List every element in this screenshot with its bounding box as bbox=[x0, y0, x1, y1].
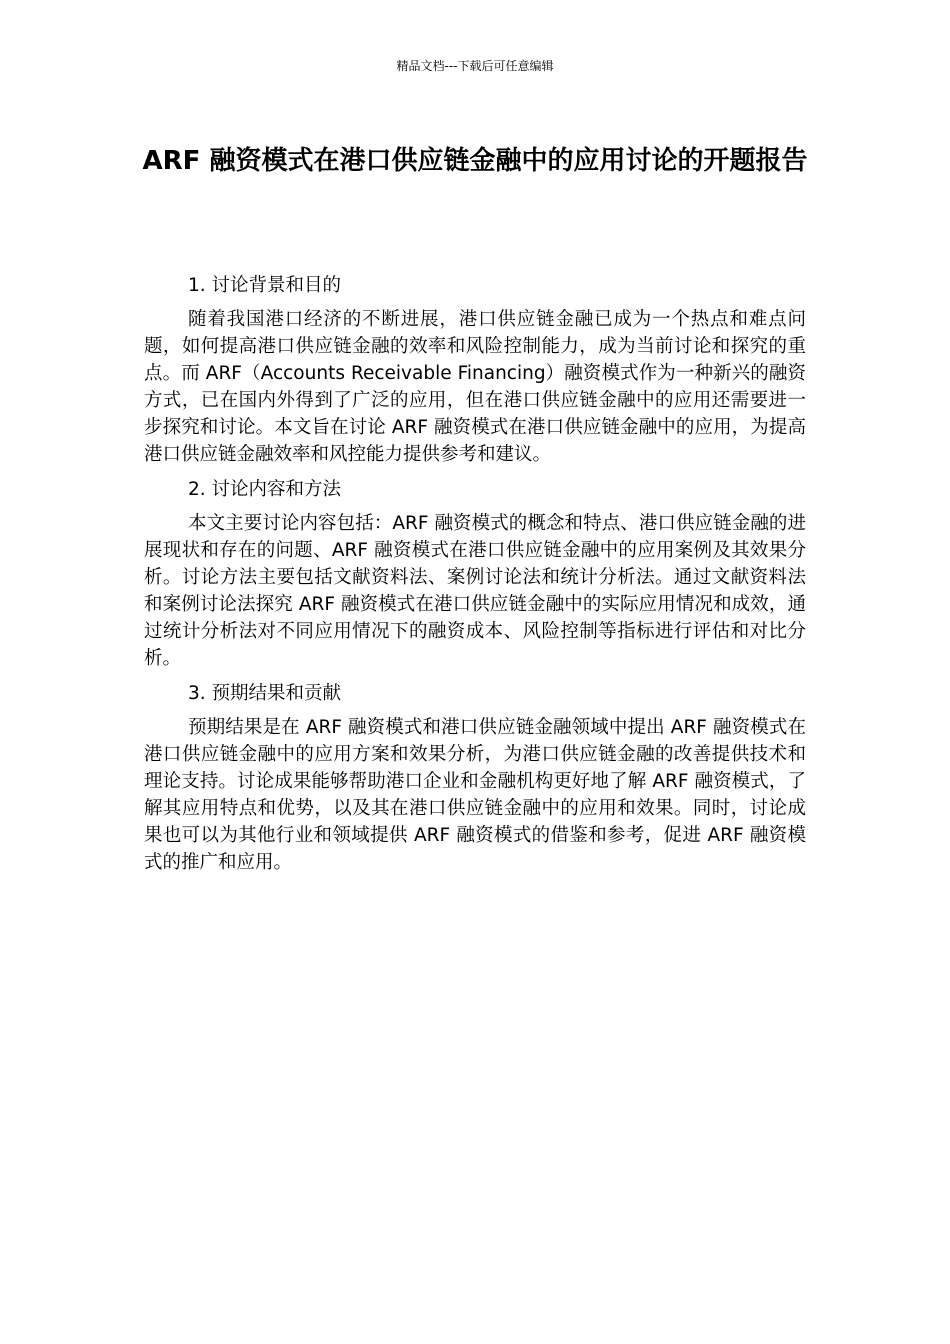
section-heading: 3. 预期结果和贡献 bbox=[188, 683, 342, 704]
document-title: ARF 融资模式在港口供应链金融中的应用讨论的开题报告 bbox=[142, 146, 808, 176]
document-body bbox=[144, 270, 806, 882]
header-note: 精品文档---下载后可任意编辑 bbox=[396, 59, 554, 73]
section-content-method bbox=[144, 474, 806, 672]
section-heading: 1. 讨论背景和目的 bbox=[188, 275, 342, 296]
section-paragraph: 随着我国港口经济的不断进展，港口供应链金融已成为一个热点和难点问题，如何提高港口供应链金融的效率和风险控制能力，成为当前讨论和探究的重点。而 ARF（Accounts Receivable Financing）融资模式作为一种新兴的融资方式，已在国内外得到了广泛的应用，但在港口供应链金融中的应用还需要进一步探究和讨论。本文旨在讨论 ARF 融资模式在港口供应链金融中的应用，为提高港口供应链金融效率和风控能力提供参考和建议。 bbox=[144, 309, 806, 465]
section-background bbox=[144, 270, 806, 468]
section-paragraph: 本文主要讨论内容包括：ARF 融资模式的概念和特点、港口供应链金融的进展现状和存在的问题、ARF 融资模式在港口供应链金融中的应用案例及其效果分析。讨论方法主要包括文献资料法、案例讨论法和统计分析法。通过文献资料法和案例讨论法探究 ARF 融资模式在港口供应链金融中的实际应用情况和成效，通过统计分析法对不同应用情况下的融资成本、风险控制等指标进行评估和对比分析。 bbox=[144, 513, 806, 669]
section-heading: 2. 讨论内容和方法 bbox=[188, 479, 342, 500]
section-paragraph: 预期结果是在 ARF 融资模式和港口供应链金融领域中提出 ARF 融资模式在港口供应链金融中的应用方案和效果分析，为港口供应链金融的改善提供技术和理论支持。讨论成果能够帮助港口企业和金融机构更好地了解 ARF 融资模式，了解其应用特点和优势，以及其在港口供应链金融中的应用和效果。同时，讨论成果也可以为其他行业和领域提供 ARF 融资模式的借鉴和参考，促进 ARF 融资模式的推广和应用。 bbox=[144, 717, 806, 873]
section-expected-results bbox=[144, 678, 806, 876]
